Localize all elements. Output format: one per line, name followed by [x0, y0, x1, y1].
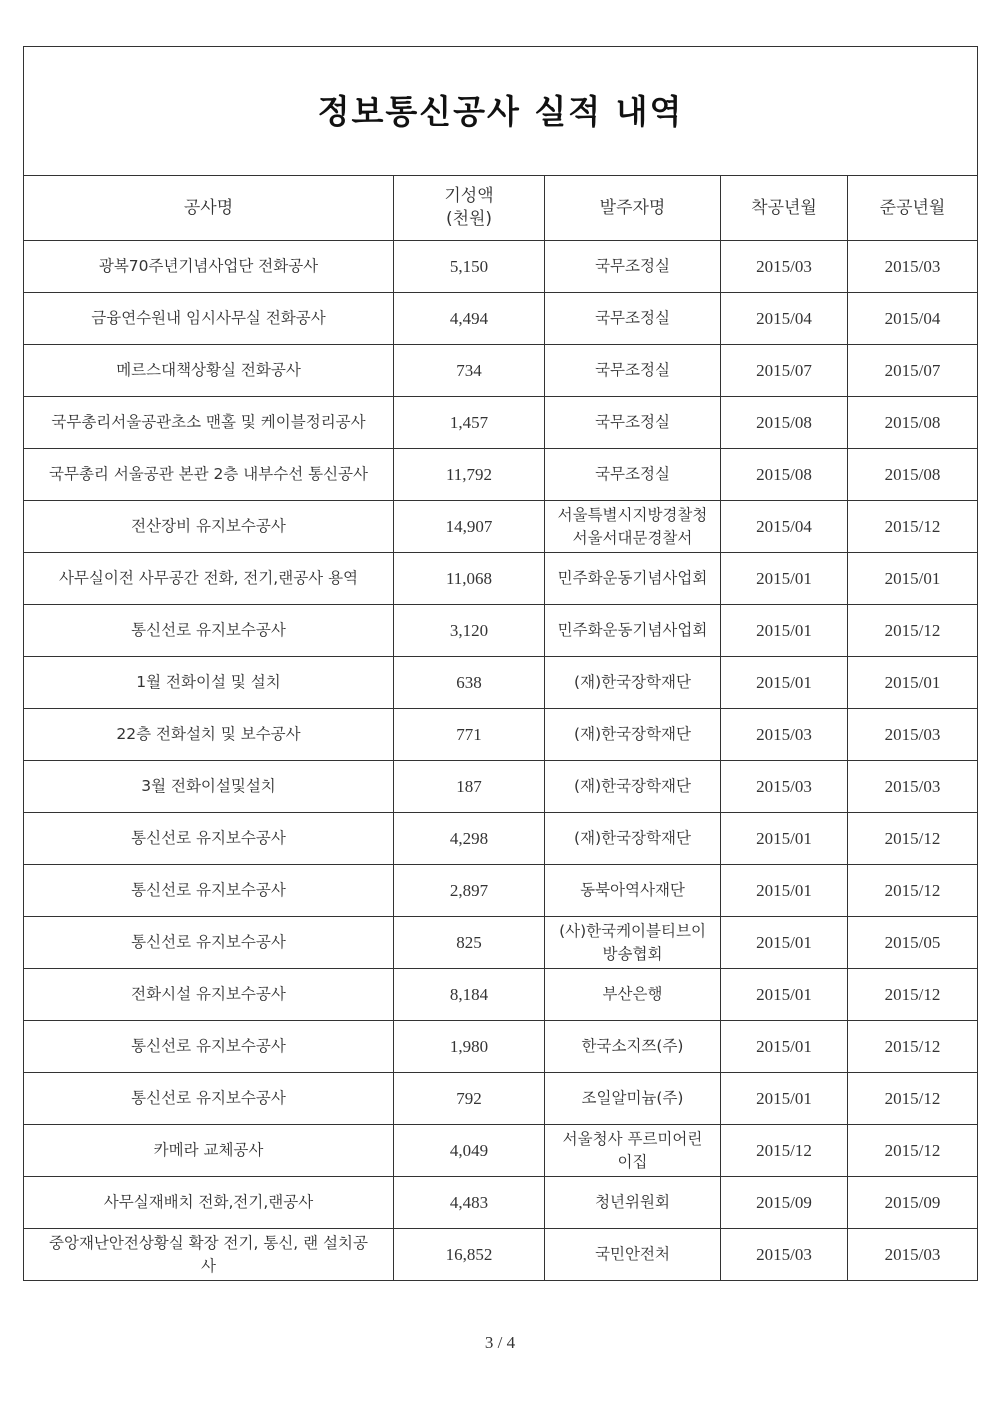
- cell-end-date: 2015/09: [848, 1177, 978, 1229]
- cell-client: (재)한국장학재단: [545, 709, 721, 761]
- cell-start-date: 2015/03: [721, 1229, 848, 1281]
- cell-start-date: 2015/01: [721, 917, 848, 969]
- cell-start-date: 2015/01: [721, 553, 848, 605]
- cell-project-name: 통신선로 유지보수공사: [24, 813, 394, 865]
- cell-project-name: 금융연수원내 임시사무실 전화공사: [24, 293, 394, 345]
- cell-client: (사)한국케이블티브이 방송협회: [545, 917, 721, 969]
- cell-amount: 187: [394, 761, 545, 813]
- performance-table: [23, 46, 978, 1281]
- cell-client: 국무조정실: [545, 397, 721, 449]
- cell-start-date: 2015/01: [721, 605, 848, 657]
- table-row: [24, 657, 978, 709]
- cell-start-date: 2015/09: [721, 1177, 848, 1229]
- cell-amount: 771: [394, 709, 545, 761]
- cell-project-name: 메르스대책상황실 전화공사: [24, 345, 394, 397]
- header-amount: 기성액 (천원): [394, 176, 545, 241]
- cell-amount: 792: [394, 1073, 545, 1125]
- cell-amount: 825: [394, 917, 545, 969]
- cell-project-name: 카메라 교체공사: [24, 1125, 394, 1177]
- cell-end-date: 2015/08: [848, 449, 978, 501]
- cell-client: 조일알미늄(주): [545, 1073, 721, 1125]
- cell-client: 국무조정실: [545, 449, 721, 501]
- cell-start-date: 2015/04: [721, 501, 848, 553]
- cell-project-name: 사무실이전 사무공간 전화, 전기,랜공사 용역: [24, 553, 394, 605]
- table-row: [24, 345, 978, 397]
- cell-end-date: 2015/12: [848, 969, 978, 1021]
- cell-amount: 2,897: [394, 865, 545, 917]
- cell-start-date: 2015/01: [721, 1021, 848, 1073]
- cell-project-name: 전산장비 유지보수공사: [24, 501, 394, 553]
- cell-amount: 11,068: [394, 553, 545, 605]
- cell-client: 국무조정실: [545, 345, 721, 397]
- cell-project-name: 광복70주년기념사업단 전화공사: [24, 241, 394, 293]
- cell-project-name: 중앙재난안전상황실 확장 전기, 통신, 랜 설치공 사: [24, 1229, 394, 1281]
- cell-client: (재)한국장학재단: [545, 761, 721, 813]
- cell-end-date: 2015/08: [848, 397, 978, 449]
- cell-client: 서울특별시지방경찰청 서울서대문경찰서: [545, 501, 721, 553]
- cell-project-name: 22층 전화설치 및 보수공사: [24, 709, 394, 761]
- header-end-date: 준공년월: [848, 176, 978, 241]
- cell-client: (재)한국장학재단: [545, 813, 721, 865]
- cell-end-date: 2015/12: [848, 813, 978, 865]
- table-row: [24, 293, 978, 345]
- cell-start-date: 2015/01: [721, 1073, 848, 1125]
- table-row: [24, 1177, 978, 1229]
- cell-client: 한국소지쯔(주): [545, 1021, 721, 1073]
- cell-project-name: 통신선로 유지보수공사: [24, 1021, 394, 1073]
- cell-project-name: 통신선로 유지보수공사: [24, 917, 394, 969]
- cell-amount: 16,852: [394, 1229, 545, 1281]
- cell-client: 민주화운동기념사업회: [545, 553, 721, 605]
- cell-project-name: 통신선로 유지보수공사: [24, 605, 394, 657]
- cell-start-date: 2015/01: [721, 865, 848, 917]
- table-row: [24, 813, 978, 865]
- cell-amount: 11,792: [394, 449, 545, 501]
- cell-start-date: 2015/12: [721, 1125, 848, 1177]
- cell-end-date: 2015/12: [848, 1125, 978, 1177]
- cell-end-date: 2015/12: [848, 1021, 978, 1073]
- cell-start-date: 2015/03: [721, 241, 848, 293]
- cell-start-date: 2015/08: [721, 449, 848, 501]
- cell-start-date: 2015/07: [721, 345, 848, 397]
- cell-project-name: 국무총리 서울공관 본관 2층 내부수선 통신공사: [24, 449, 394, 501]
- table-row: [24, 1125, 978, 1177]
- cell-end-date: 2015/03: [848, 709, 978, 761]
- cell-end-date: 2015/01: [848, 657, 978, 709]
- cell-amount: 1,457: [394, 397, 545, 449]
- cell-end-date: 2015/03: [848, 241, 978, 293]
- cell-client: 서울청사 푸르미어린 이집: [545, 1125, 721, 1177]
- cell-client: 민주화운동기념사업회: [545, 605, 721, 657]
- table-row: [24, 241, 978, 293]
- table-row: [24, 917, 978, 969]
- cell-end-date: 2015/12: [848, 605, 978, 657]
- cell-project-name: 전화시설 유지보수공사: [24, 969, 394, 1021]
- cell-amount: 5,150: [394, 241, 545, 293]
- cell-client: (재)한국장학재단: [545, 657, 721, 709]
- table-row: [24, 449, 978, 501]
- cell-end-date: 2015/01: [848, 553, 978, 605]
- table-row: [24, 605, 978, 657]
- cell-amount: 8,184: [394, 969, 545, 1021]
- cell-project-name: 통신선로 유지보수공사: [24, 865, 394, 917]
- cell-start-date: 2015/04: [721, 293, 848, 345]
- table-row: [24, 553, 978, 605]
- cell-amount: 1,980: [394, 1021, 545, 1073]
- cell-amount: 14,907: [394, 501, 545, 553]
- table-row: [24, 501, 978, 553]
- cell-amount: 4,298: [394, 813, 545, 865]
- cell-end-date: 2015/03: [848, 761, 978, 813]
- table-row: [24, 761, 978, 813]
- cell-amount: 3,120: [394, 605, 545, 657]
- cell-client: 부산은행: [545, 969, 721, 1021]
- page-number: 3 / 4: [484, 1333, 516, 1352]
- cell-project-name: 3월 전화이설및설치: [24, 761, 394, 813]
- cell-start-date: 2015/01: [721, 657, 848, 709]
- table-row: [24, 1021, 978, 1073]
- cell-end-date: 2015/12: [848, 501, 978, 553]
- table-row: [24, 1073, 978, 1125]
- cell-start-date: 2015/01: [721, 969, 848, 1021]
- cell-client: 국무조정실: [545, 241, 721, 293]
- cell-end-date: 2015/12: [848, 865, 978, 917]
- table-row: [24, 865, 978, 917]
- header-client: 발주자명: [545, 176, 721, 241]
- cell-end-date: 2015/04: [848, 293, 978, 345]
- table-header-row: [24, 176, 978, 241]
- cell-project-name: 국무총리서울공관초소 맨홀 및 케이블정리공사: [24, 397, 394, 449]
- header-start-date: 착공년월: [721, 176, 848, 241]
- cell-start-date: 2015/03: [721, 709, 848, 761]
- cell-end-date: 2015/05: [848, 917, 978, 969]
- cell-amount: 638: [394, 657, 545, 709]
- cell-amount: 4,483: [394, 1177, 545, 1229]
- cell-start-date: 2015/03: [721, 761, 848, 813]
- cell-end-date: 2015/07: [848, 345, 978, 397]
- cell-client: 국민안전처: [545, 1229, 721, 1281]
- cell-project-name: 통신선로 유지보수공사: [24, 1073, 394, 1125]
- table-row: [24, 969, 978, 1021]
- cell-client: 국무조정실: [545, 293, 721, 345]
- header-project-name: 공사명: [24, 176, 394, 241]
- cell-amount: 734: [394, 345, 545, 397]
- cell-start-date: 2015/08: [721, 397, 848, 449]
- table-body: [24, 241, 978, 1281]
- cell-amount: 4,494: [394, 293, 545, 345]
- cell-project-name: 1월 전화이설 및 설치: [24, 657, 394, 709]
- table-row: [24, 1229, 978, 1281]
- page-title: 정보통신공사 실적 내역: [24, 47, 978, 176]
- cell-amount: 4,049: [394, 1125, 545, 1177]
- cell-start-date: 2015/01: [721, 813, 848, 865]
- cell-end-date: 2015/03: [848, 1229, 978, 1281]
- cell-client: 동북아역사재단: [545, 865, 721, 917]
- table-row: [24, 709, 978, 761]
- cell-client: 청년위원회: [545, 1177, 721, 1229]
- table-row: [24, 397, 978, 449]
- cell-project-name: 사무실재배치 전화,전기,랜공사: [24, 1177, 394, 1229]
- cell-end-date: 2015/12: [848, 1073, 978, 1125]
